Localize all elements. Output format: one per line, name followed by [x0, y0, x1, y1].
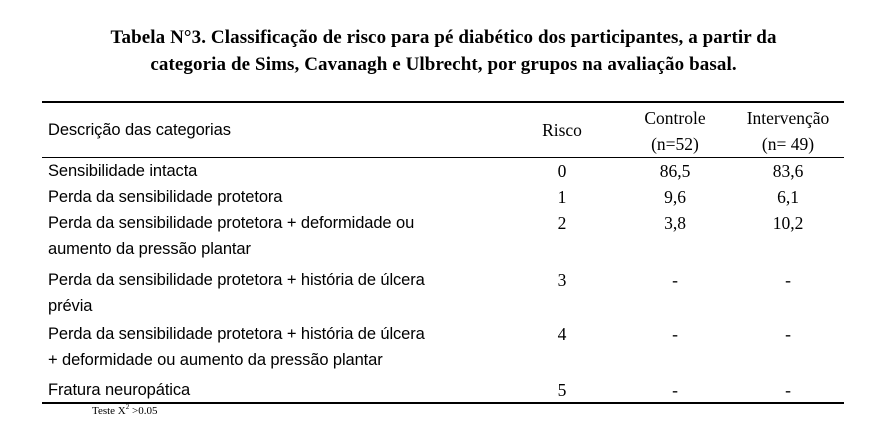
row-1-risk: 1 [557, 187, 567, 207]
row-3-description-line-2: prévia [48, 297, 93, 315]
row-1-description: Perda da sensibilidade protetora [48, 188, 283, 206]
footnote-prefix: Teste X [92, 405, 126, 417]
header-control-n: (n=52) [651, 134, 699, 154]
row-1-control: 9,6 [664, 187, 686, 207]
row-2-intervention: 10,2 [772, 213, 804, 233]
footnote-superscript: 2 [125, 403, 130, 411]
row-4-description-line-1: Perda da sensibilidade protetora + história de úlcera [48, 325, 425, 343]
table-title-line-2: categoria de Sims, Cavanagh e Ulbrecht, por grupos na avaliação basal. [150, 54, 737, 75]
row-5-description: Fratura neuropática [48, 381, 191, 399]
row-5-intervention: - [785, 380, 791, 400]
header-description: Descrição das categorias [48, 121, 231, 139]
table-title [0, 24, 887, 78]
row-2-description-line-1: Perda da sensibilidade protetora + deformidade ou [48, 214, 415, 232]
row-0-description: Sensibilidade intacta [48, 162, 198, 180]
footnote-suffix: >0.05 [129, 405, 158, 417]
row-1-intervention: 6,1 [777, 187, 799, 207]
row-0-risk: 0 [557, 161, 567, 181]
header-rule [42, 157, 844, 158]
row-0-control: 86,5 [659, 161, 691, 181]
table-footnote [92, 403, 157, 417]
row-5-control: - [672, 380, 678, 400]
header-intervention: Intervenção [746, 108, 830, 128]
row-3-description-line-1: Perda da sensibilidade protetora + história de úlcera [48, 271, 425, 289]
row-4-description-line-2: + deformidade ou aumento da pressão plantar [48, 351, 383, 369]
row-0-intervention: 83,6 [772, 161, 804, 181]
row-3-control: - [672, 270, 678, 290]
header-control: Controle [644, 108, 706, 128]
row-4-risk: 4 [557, 324, 567, 344]
row-2-risk: 2 [557, 213, 567, 233]
header-intervention-n: (n= 49) [761, 134, 815, 154]
table-title-line-1: Tabela N°3. Classificação de risco para pé diabético dos participantes, a partir da [110, 27, 777, 48]
row-5-risk: 5 [557, 380, 567, 400]
table-bottom-rule [42, 402, 844, 404]
row-2-description-line-2: aumento da pressão plantar [48, 240, 251, 258]
row-3-intervention: - [785, 270, 791, 290]
header-risk: Risco [542, 120, 582, 140]
row-4-control: - [672, 324, 678, 344]
table-top-rule [42, 101, 844, 103]
row-4-intervention: - [785, 324, 791, 344]
row-2-control: 3,8 [664, 213, 686, 233]
row-3-risk: 3 [557, 270, 567, 290]
